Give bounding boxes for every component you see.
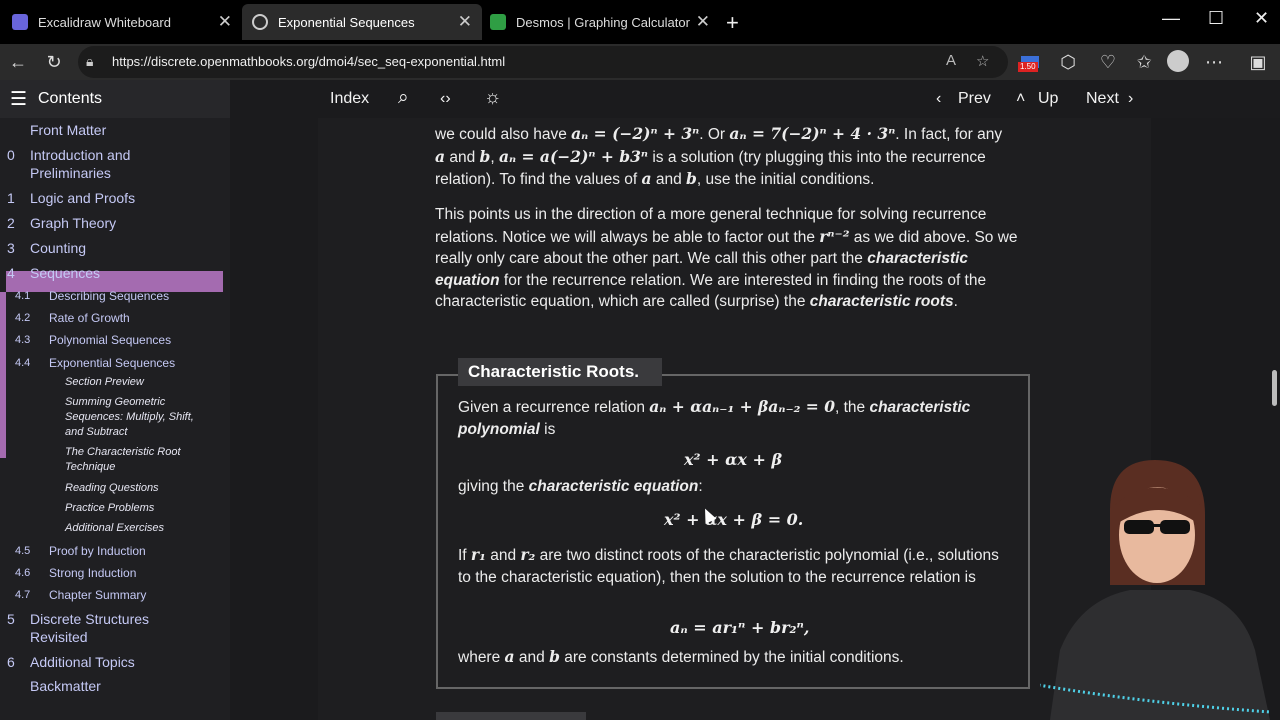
new-tab-button[interactable]: + [726, 10, 739, 35]
favorite-star-icon[interactable]: ☆ [976, 53, 990, 70]
search-icon[interactable]: ⌕ [398, 87, 409, 108]
more-menu-icon[interactable]: ⋯ [1205, 52, 1223, 72]
toc-section-4-2[interactable]: 4.2 Rate of Growth [15, 311, 130, 325]
paragraph-general-technique: This points us in the direction of a more general technique for solving recurrence relations. Notice we will always be able to factor out the rⁿ⁻² as we did above. So we really only care about the other part. We call this other part the characteristic equation for the recurrence relation. We are interested in finding the roots of the characteristic equation, which are called (surprise) the characteristic roots. [435, 206, 1018, 310]
close-tab-icon[interactable]: ✕ [457, 12, 472, 31]
index-link[interactable]: Index [330, 90, 370, 107]
tab-excalidraw[interactable] [2, 4, 242, 40]
book-navbar [230, 80, 1280, 118]
url-text[interactable]: https://discrete.openmathbooks.org/dmoi4/sec_seq-exponential.html [112, 54, 506, 69]
contents-label: Contents [38, 90, 103, 107]
extensions-puzzle-icon[interactable]: ⬡ [1060, 52, 1076, 72]
toc-section-4-3[interactable]: 4.3 Polynomial Sequences [15, 333, 172, 347]
browser-tab-bar [0, 0, 1280, 44]
toc-section-4-6[interactable]: 4.6 Strong Induction [15, 566, 137, 580]
profile-avatar-icon[interactable] [1166, 50, 1190, 74]
browser-essentials-icon[interactable]: ♡ [1099, 52, 1117, 72]
contents-header[interactable] [0, 80, 230, 118]
toc-chapter-0[interactable]: 0 Introduction and Preliminaries [7, 147, 131, 181]
close-tab-icon[interactable]: ✕ [695, 12, 710, 31]
streamer-avatar [1040, 450, 1280, 720]
toc-chapter-5[interactable]: 5 Discrete Structures Revisited [7, 611, 150, 645]
back-arrow-icon[interactable]: ← [9, 52, 27, 72]
toc-chapter-4[interactable]: 4 Sequences [7, 265, 101, 281]
extension-badge: 1.50 [1020, 62, 1036, 71]
refresh-icon[interactable]: ↻ [46, 52, 62, 72]
paragraph-general-solution: we could also have aₙ = (−2)ⁿ + 3ⁿ. Or aₙ = 7(−2)ⁿ + 4 · 3ⁿ. In fact, for any a and b, aₙ = a(−2)ⁿ + b3ⁿ is a solution (try plugging this into the recurrence relation). To find the values of a and b, use the initial conditions. [435, 124, 1003, 188]
theorem-giving: giving the characteristic equation: [458, 478, 703, 495]
characteristic-polynomial-display: x² + αx + β [684, 450, 783, 469]
lock-icon: 🔒︎ [86, 53, 94, 69]
toc-subsection-preview[interactable]: Section Preview [65, 376, 144, 388]
hamburger-menu-icon[interactable]: ☰ [10, 89, 28, 110]
toc-backmatter[interactable]: Backmatter [30, 678, 101, 694]
toc-section-4-5[interactable]: 4.5 Proof by Induction [15, 544, 146, 558]
maximize-button[interactable]: ☐ [1208, 8, 1225, 28]
extension-icon[interactable] [1018, 50, 1042, 74]
toc-front-matter[interactable]: Front Matter [30, 122, 107, 138]
toc-active-bar [0, 292, 6, 458]
close-window-button[interactable]: ✕ [1254, 8, 1270, 28]
read-aloud-icon[interactable]: A [946, 52, 957, 69]
prev-chevron-icon[interactable]: ‹ [936, 90, 942, 107]
sunglasses-left-icon [1124, 520, 1154, 534]
prev-button[interactable]: Prev [958, 90, 991, 107]
sunglasses-right-icon [1160, 520, 1190, 534]
theorem-where: where a and b are constants determined by the initial conditions. [458, 647, 904, 666]
toc-subsection-summing[interactable]: Summing Geometric Sequences: Multiply, Shift, and Subtract [65, 396, 194, 438]
browser-toolbar [0, 44, 1280, 80]
toc-chapter-3[interactable]: 3 Counting [7, 240, 87, 256]
sunglasses-bridge [1152, 524, 1162, 527]
toc-section-4-1[interactable]: 4.1 Describing Sequences [15, 289, 170, 303]
close-tab-icon[interactable]: ✕ [217, 12, 232, 31]
sidebar-toggle-icon[interactable]: ▣ [1249, 52, 1267, 72]
toc-subsection-practice[interactable]: Practice Problems [65, 502, 155, 514]
up-button[interactable]: Up [1038, 90, 1059, 107]
solution-display: aₙ = ar₁ⁿ + br₂ⁿ, [670, 618, 810, 637]
up-chevron-icon[interactable]: ˄ [1016, 90, 1026, 107]
address-bar[interactable] [78, 46, 1008, 78]
toc-subsection-exercises[interactable]: Additional Exercises [65, 522, 165, 534]
tab-desmos[interactable] [480, 4, 720, 40]
tab-title: Exponential Sequences [278, 14, 415, 30]
toc-chapter-2[interactable]: 2 Graph Theory [7, 215, 117, 231]
next-section-heading [436, 712, 586, 720]
toc-subsection-char-root[interactable]: The Characteristic Root Technique [65, 446, 181, 473]
excalidraw-favicon-icon [12, 14, 28, 30]
toc-chapter-1[interactable]: 1 Logic and Proofs [7, 190, 136, 206]
theorem-title: Characteristic Roots. [458, 358, 662, 386]
toc-section-4-4[interactable]: 4.4 Exponential Sequences [15, 356, 176, 370]
toc-section-4-7[interactable]: 4.7 Chapter Summary [15, 588, 147, 602]
tab-title: Desmos | Graphing Calculator [516, 14, 690, 30]
code-toggle-icon[interactable]: ‹› [440, 90, 451, 107]
next-button[interactable]: Next [1086, 90, 1119, 107]
hoodie-shape [1050, 590, 1270, 720]
scrollbar-thumb[interactable] [1272, 370, 1277, 406]
characteristic-equation-display: x² + αx + β = 0. [664, 510, 804, 529]
tab-title: Excalidraw Whiteboard [38, 14, 171, 30]
minimize-button[interactable]: — [1162, 8, 1180, 28]
theme-toggle-sun-icon[interactable]: ☼ [484, 87, 502, 108]
theorem-roots: If r₁ and r₂ are two distinct roots of the characteristic polynomial (i.e., solutions to the characteristic equation), then the solution to the recurrence relation is [458, 545, 999, 586]
collections-icon[interactable]: ✩ [1136, 52, 1152, 72]
toc-chapter-6[interactable]: 6 Additional Topics [7, 654, 135, 670]
theorem-intro: Given a recurrence relation aₙ + αaₙ₋₁ + βaₙ₋₂ = 0, the characteristic polynomial is [458, 397, 971, 438]
toc-subsection-reading[interactable]: Reading Questions [65, 482, 159, 494]
tab-exponential-sequences[interactable] [242, 4, 482, 40]
desmos-favicon-icon [490, 14, 506, 30]
next-chevron-icon[interactable]: › [1128, 90, 1134, 107]
globe-icon [252, 14, 268, 30]
